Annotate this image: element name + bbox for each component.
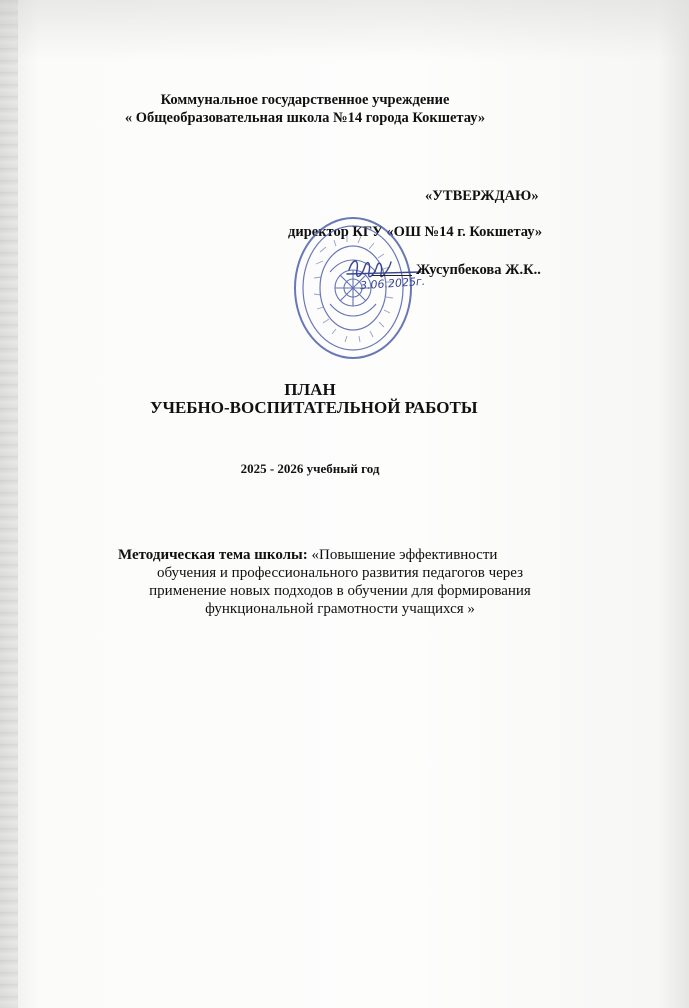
signature-line xyxy=(372,275,412,276)
binder-edge xyxy=(0,0,18,1008)
institution-line-2: « Общеобразовательная школа №14 города Кокшетау» xyxy=(124,110,486,126)
handwritten-date: 3.06.2025г. xyxy=(359,274,426,293)
theme-text-1: «Повышение эффективности xyxy=(307,547,498,563)
approval-heading: «УТВЕРЖДАЮ» xyxy=(425,188,539,204)
theme-first-line xyxy=(118,547,497,564)
page-right-edge xyxy=(659,0,689,1008)
academic-year: 2025 - 2026 учебный год xyxy=(240,461,380,476)
document-title-line-2: УЧЕБНО-ВОСПИТАТЕЛЬНОЙ РАБОТЫ xyxy=(150,398,478,417)
approval-signatory: Жусупбекова Ж.К.. xyxy=(416,262,541,278)
institution-line-1: Коммунальное государственное учреждение xyxy=(160,92,450,108)
theme-text-4: функциональной грамотности учащихся » xyxy=(205,601,475,617)
page-shadow xyxy=(0,0,689,60)
approval-position: директор КГУ «ОШ №14 г. Кокшетау» xyxy=(288,224,543,240)
theme-label: Методическая тема школы: xyxy=(118,547,308,563)
theme-text-2: обучения и профессионального развития педагогов через xyxy=(156,565,524,581)
theme-text-3: применение новых подходов в обучении для формирования xyxy=(149,583,531,599)
document-title-line-1: ПЛАН xyxy=(284,380,336,399)
